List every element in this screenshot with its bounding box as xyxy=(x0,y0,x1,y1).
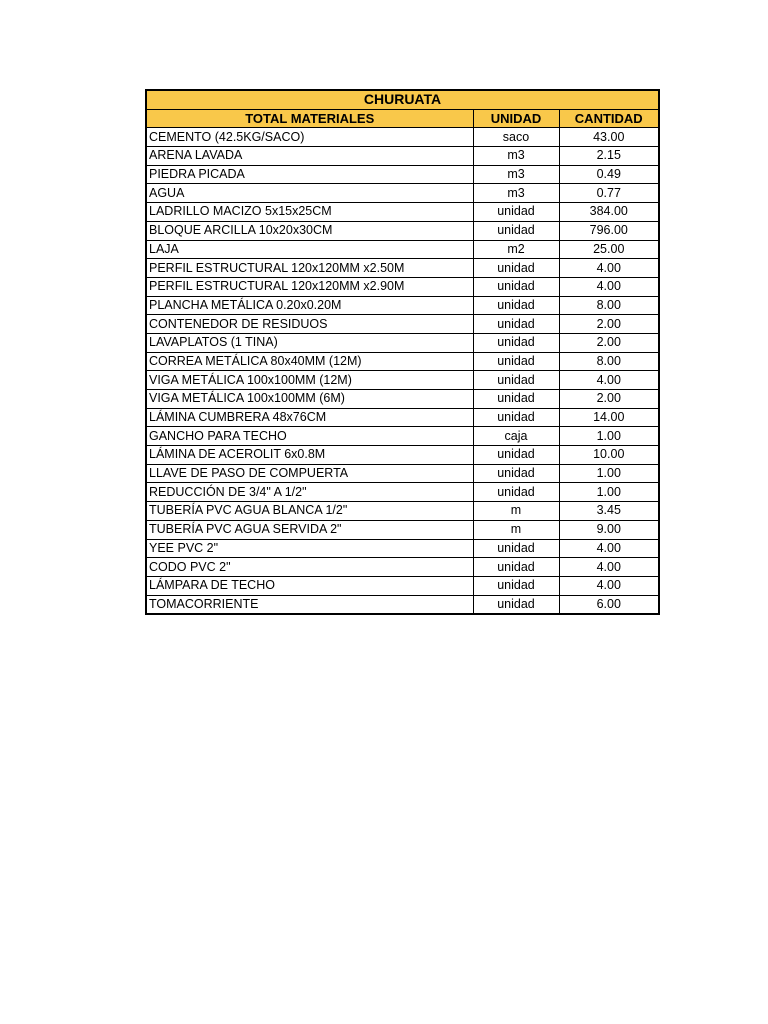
table-row xyxy=(146,446,659,465)
unit-cell: unidad xyxy=(473,408,559,427)
table-row xyxy=(146,558,659,577)
table-row xyxy=(146,259,659,278)
table-row xyxy=(146,483,659,502)
unit-cell: saco xyxy=(473,128,559,147)
quantity-cell: 3.45 xyxy=(559,502,659,521)
material-cell: VIGA METÁLICA 100x100MM (12M) xyxy=(146,371,473,390)
material-cell: YEE PVC 2" xyxy=(146,539,473,558)
quantity-cell: 796.00 xyxy=(559,221,659,240)
unit-cell: unidad xyxy=(473,595,559,614)
quantity-cell: 43.00 xyxy=(559,128,659,147)
table-row xyxy=(146,277,659,296)
table-title: CHURUATA xyxy=(146,90,659,109)
table-row xyxy=(146,576,659,595)
table-title-row xyxy=(146,90,659,109)
material-cell: TUBERÍA PVC AGUA SERVIDA 2" xyxy=(146,520,473,539)
table-row xyxy=(146,315,659,334)
material-cell: ARENA LAVADA xyxy=(146,147,473,166)
material-cell: LÁMPARA DE TECHO xyxy=(146,576,473,595)
table-row xyxy=(146,408,659,427)
table-row xyxy=(146,427,659,446)
quantity-cell: 8.00 xyxy=(559,352,659,371)
material-cell: GANCHO PARA TECHO xyxy=(146,427,473,446)
quantity-cell: 4.00 xyxy=(559,539,659,558)
unit-cell: unidad xyxy=(473,446,559,465)
table-row xyxy=(146,184,659,203)
material-cell: PERFIL ESTRUCTURAL 120x120MM x2.90M xyxy=(146,277,473,296)
unit-cell: unidad xyxy=(473,539,559,558)
quantity-cell: 4.00 xyxy=(559,277,659,296)
materials-table xyxy=(145,89,660,615)
quantity-cell: 2.00 xyxy=(559,333,659,352)
table-row xyxy=(146,390,659,409)
column-header-material: TOTAL MATERIALES xyxy=(146,109,473,128)
unit-cell: unidad xyxy=(473,464,559,483)
quantity-cell: 0.49 xyxy=(559,165,659,184)
unit-cell: m xyxy=(473,520,559,539)
material-cell: LÁMINA CUMBRERA 48x76CM xyxy=(146,408,473,427)
unit-cell: m3 xyxy=(473,147,559,166)
table-row xyxy=(146,502,659,521)
material-cell: LAVAPLATOS (1 TINA) xyxy=(146,333,473,352)
material-cell: CEMENTO (42.5KG/SACO) xyxy=(146,128,473,147)
material-cell: LÁMINA DE ACEROLIT 6x0.8M xyxy=(146,446,473,465)
unit-cell: m3 xyxy=(473,165,559,184)
quantity-cell: 2.15 xyxy=(559,147,659,166)
table-row xyxy=(146,221,659,240)
table-row xyxy=(146,165,659,184)
unit-cell: unidad xyxy=(473,390,559,409)
material-cell: CONTENEDOR DE RESIDUOS xyxy=(146,315,473,334)
table-row xyxy=(146,539,659,558)
material-cell: TOMACORRIENTE xyxy=(146,595,473,614)
quantity-cell: 384.00 xyxy=(559,203,659,222)
material-cell: TUBERÍA PVC AGUA BLANCA 1/2" xyxy=(146,502,473,521)
unit-cell: unidad xyxy=(473,277,559,296)
material-cell: CODO PVC 2" xyxy=(146,558,473,577)
unit-cell: m3 xyxy=(473,184,559,203)
material-cell: AGUA xyxy=(146,184,473,203)
material-cell: LAJA xyxy=(146,240,473,259)
column-header-unit: UNIDAD xyxy=(473,109,559,128)
table-body xyxy=(146,128,659,614)
quantity-cell: 6.00 xyxy=(559,595,659,614)
quantity-cell: 2.00 xyxy=(559,390,659,409)
column-header-quantity: CANTIDAD xyxy=(559,109,659,128)
material-cell: REDUCCIÓN DE 3/4" A 1/2" xyxy=(146,483,473,502)
table-row xyxy=(146,128,659,147)
unit-cell: unidad xyxy=(473,352,559,371)
material-cell: LADRILLO MACIZO 5x15x25CM xyxy=(146,203,473,222)
quantity-cell: 1.00 xyxy=(559,483,659,502)
unit-cell: unidad xyxy=(473,259,559,278)
table-row xyxy=(146,296,659,315)
material-cell: VIGA METÁLICA 100x100MM (6M) xyxy=(146,390,473,409)
table-row xyxy=(146,595,659,614)
unit-cell: unidad xyxy=(473,296,559,315)
material-cell: LLAVE DE PASO DE COMPUERTA xyxy=(146,464,473,483)
table-row xyxy=(146,147,659,166)
unit-cell: caja xyxy=(473,427,559,446)
quantity-cell: 1.00 xyxy=(559,427,659,446)
quantity-cell: 1.00 xyxy=(559,464,659,483)
table-row xyxy=(146,240,659,259)
material-cell: PERFIL ESTRUCTURAL 120x120MM x2.50M xyxy=(146,259,473,278)
quantity-cell: 14.00 xyxy=(559,408,659,427)
unit-cell: unidad xyxy=(473,315,559,334)
unit-cell: unidad xyxy=(473,371,559,390)
material-cell: CORREA METÁLICA 80x40MM (12M) xyxy=(146,352,473,371)
quantity-cell: 4.00 xyxy=(559,558,659,577)
material-cell: PLANCHA METÁLICA 0.20x0.20M xyxy=(146,296,473,315)
unit-cell: unidad xyxy=(473,558,559,577)
table-row xyxy=(146,371,659,390)
quantity-cell: 9.00 xyxy=(559,520,659,539)
unit-cell: m2 xyxy=(473,240,559,259)
material-cell: BLOQUE ARCILLA 10x20x30CM xyxy=(146,221,473,240)
quantity-cell: 25.00 xyxy=(559,240,659,259)
table-row xyxy=(146,352,659,371)
unit-cell: unidad xyxy=(473,483,559,502)
unit-cell: unidad xyxy=(473,203,559,222)
quantity-cell: 8.00 xyxy=(559,296,659,315)
table-row xyxy=(146,520,659,539)
quantity-cell: 4.00 xyxy=(559,371,659,390)
quantity-cell: 0.77 xyxy=(559,184,659,203)
unit-cell: m xyxy=(473,502,559,521)
table-row xyxy=(146,203,659,222)
quantity-cell: 10.00 xyxy=(559,446,659,465)
table-row xyxy=(146,333,659,352)
unit-cell: unidad xyxy=(473,221,559,240)
quantity-cell: 2.00 xyxy=(559,315,659,334)
quantity-cell: 4.00 xyxy=(559,576,659,595)
table-header-row xyxy=(146,109,659,128)
quantity-cell: 4.00 xyxy=(559,259,659,278)
unit-cell: unidad xyxy=(473,576,559,595)
material-cell: PIEDRA PICADA xyxy=(146,165,473,184)
unit-cell: unidad xyxy=(473,333,559,352)
table-row xyxy=(146,464,659,483)
